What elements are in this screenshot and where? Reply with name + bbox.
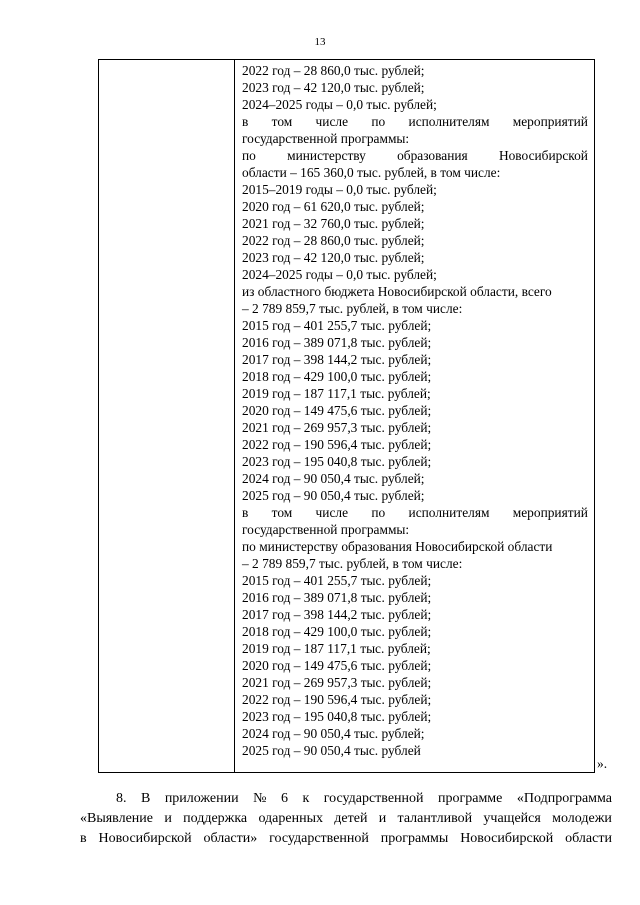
table-word: по (371, 114, 386, 129)
table-word: по (242, 148, 256, 163)
table-line: области – 165 360,0 тыс. рублей, в том числе: (242, 165, 501, 180)
paragraph-word: молодежи (552, 811, 612, 826)
table-line: 2021 год – 32 760,0 тыс. рублей; (242, 216, 425, 231)
table-line: из областного бюджета Новосибирской области, всего (242, 284, 552, 299)
paragraph-word: к (302, 791, 310, 806)
paragraph-word: программе (438, 791, 503, 806)
table-line: 2024 год – 90 050,4 тыс. рублей; (242, 726, 425, 741)
table-line: 2020 год – 149 475,6 тыс. рублей; (242, 658, 432, 673)
table-line: 2023 год – 195 040,8 тыс. рублей; (242, 709, 432, 724)
table-line: 2023 год – 195 040,8 тыс. рублей; (242, 454, 432, 469)
table-line: 2023 год – 42 120,0 тыс. рублей; (242, 250, 425, 265)
table-line: 2021 год – 269 957,3 тыс. рублей; (242, 420, 432, 435)
table-line: 2020 год – 61 620,0 тыс. рублей; (242, 199, 425, 214)
table-word: исполнителям (408, 505, 490, 520)
paragraph-line (80, 829, 612, 849)
paragraph-word: Новосибирской (98, 831, 192, 846)
table-line: 2025 год – 90 050,4 тыс. рублей; (242, 488, 425, 503)
table-word: министерству (287, 148, 366, 163)
paragraph-word: приложении (164, 791, 239, 806)
table-line: 2024 год – 90 050,4 тыс. рублей; (242, 471, 425, 486)
paragraph-word: в (80, 831, 87, 846)
table-line: государственной программы: (242, 522, 410, 537)
paragraph-word: Новосибирской (460, 831, 554, 846)
paragraph-word: детей (334, 811, 368, 826)
paragraph-word: и (378, 811, 387, 826)
paragraph-word: 8. (116, 791, 127, 806)
paragraph-word: талантливой (397, 811, 473, 826)
table-line: 2015–2019 годы – 0,0 тыс. рублей; (242, 182, 437, 197)
funding-details-cell (242, 62, 588, 759)
table-line: 2024–2025 годы – 0,0 тыс. рублей; (242, 267, 437, 282)
table-line (242, 113, 588, 130)
table-line: 2020 год – 149 475,6 тыс. рублей; (242, 403, 432, 418)
table-line: 2017 год – 398 144,2 тыс. рублей; (242, 607, 432, 622)
table-line: – 2 789 859,7 тыс. рублей, в том числе: (242, 556, 463, 571)
table-line: по министерству образования Новосибирской области (242, 539, 553, 554)
table-word: в (242, 505, 249, 520)
paragraph-word: области (565, 831, 612, 846)
table-line: 2015 год – 401 255,7 тыс. рублей; (242, 573, 432, 588)
table-word: исполнителям (408, 114, 490, 129)
table-line: 2017 год – 398 144,2 тыс. рублей; (242, 352, 432, 367)
table-word: в (242, 114, 249, 129)
table-line: 2016 год – 389 071,8 тыс. рублей; (242, 335, 432, 350)
table-line: 2023 год – 42 120,0 тыс. рублей; (242, 80, 425, 95)
paragraph-word: и (164, 811, 172, 826)
table-line: 2018 год – 429 100,0 тыс. рублей; (242, 369, 432, 384)
table-line: 2022 год – 28 860,0 тыс. рублей; (242, 233, 425, 248)
table-line (242, 147, 588, 164)
table-line: 2019 год – 187 117,1 тыс. рублей; (242, 386, 431, 401)
paragraph-word: государственной (323, 791, 424, 806)
table-line: 2024–2025 годы – 0,0 тыс. рублей; (242, 97, 437, 112)
table-word: Новосибирской (498, 148, 588, 163)
table-line: 2015 год – 401 255,7 тыс. рублей; (242, 318, 432, 333)
table-word: том (271, 114, 293, 129)
paragraph-word: поддержка (183, 811, 248, 826)
table-line: 2022 год – 190 596,4 тыс. рублей; (242, 437, 432, 452)
table-line: 2019 год – 187 117,1 тыс. рублей; (242, 641, 431, 656)
closing-quote: ». (597, 756, 608, 771)
paragraph-word: № (253, 791, 267, 806)
column-divider (234, 60, 235, 772)
paragraph-line (80, 789, 612, 809)
table-word: мероприятий (512, 114, 588, 129)
table-line: 2022 год – 190 596,4 тыс. рублей; (242, 692, 432, 707)
table-line: 2016 год – 389 071,8 тыс. рублей; (242, 590, 432, 605)
paragraph-word: В (140, 791, 151, 806)
table-line: государственной программы: (242, 131, 410, 146)
paragraph-word: программы (380, 831, 449, 846)
table-word: числе (315, 114, 349, 129)
paragraph-word: «Выявление (80, 811, 154, 826)
paragraph-word: области» (203, 831, 258, 846)
paragraph-word: «Подпрограмма (516, 791, 612, 806)
paragraph-word: одаренных (258, 811, 323, 826)
amendment-paragraph (80, 789, 612, 849)
table-line: 2025 год – 90 050,4 тыс. рублей (242, 743, 421, 758)
paragraph-word: учащейся (483, 811, 541, 826)
table-word: образования (397, 148, 468, 163)
table-word: числе (315, 505, 349, 520)
table-line (242, 504, 588, 521)
table-line: 2018 год – 429 100,0 тыс. рублей; (242, 624, 432, 639)
paragraph-word: 6 (280, 791, 288, 806)
table-word: мероприятий (512, 505, 588, 520)
table-line: 2022 год – 28 860,0 тыс. рублей; (242, 63, 425, 78)
table-line: 2021 год – 269 957,3 тыс. рублей; (242, 675, 432, 690)
table-word: том (271, 505, 293, 520)
table-word: по (371, 505, 386, 520)
funding-table (98, 59, 595, 773)
paragraph-line (80, 809, 612, 829)
page-number: 13 (314, 36, 326, 48)
paragraph-word: государственной (269, 831, 369, 846)
table-line: – 2 789 859,7 тыс. рублей, в том числе: (242, 301, 463, 316)
